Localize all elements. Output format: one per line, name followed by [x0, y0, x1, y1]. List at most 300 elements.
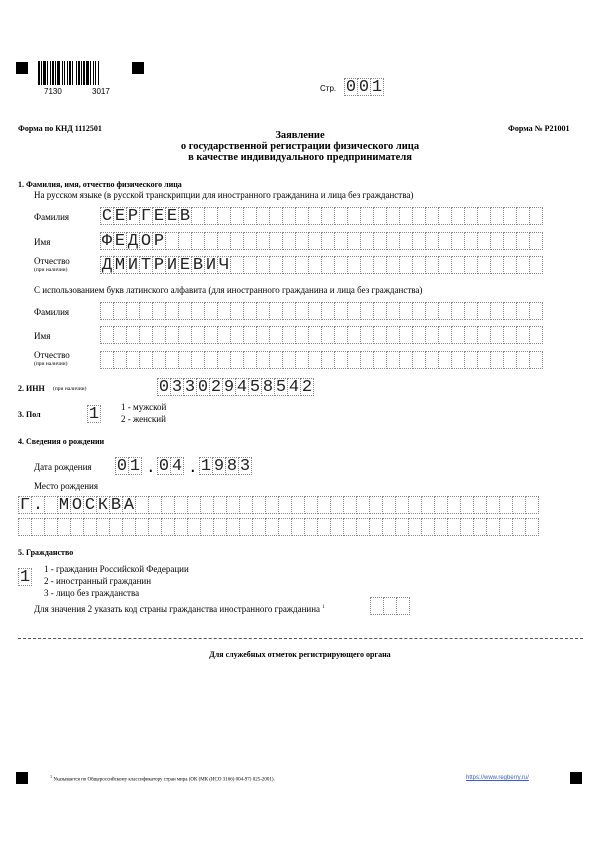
char-cell [503, 326, 517, 344]
char-cell [44, 496, 58, 514]
lat-surname-label: Фамилия [34, 307, 70, 317]
char-cell: Ф [101, 231, 113, 251]
char-cell: 1 [200, 456, 212, 476]
char-cell [347, 351, 361, 369]
char-cell: 8 [226, 456, 238, 476]
char-cell [464, 207, 478, 225]
char-cell [239, 496, 253, 514]
char-cell [386, 207, 400, 225]
char-cell [425, 326, 439, 344]
char-cell [516, 351, 530, 369]
char-cell [477, 351, 491, 369]
section-1-heading: 1. Фамилия, имя, отчество физического лица [18, 180, 182, 189]
char-cell [451, 326, 465, 344]
char-cell [308, 326, 322, 344]
char-cell [347, 256, 361, 274]
char-cell [204, 302, 218, 320]
char-cell [360, 256, 374, 274]
char-cell [256, 326, 270, 344]
char-cell [282, 256, 296, 274]
char-cell: Е [153, 206, 165, 226]
char-cell: Р [153, 255, 165, 275]
char-cell [516, 232, 530, 250]
char-cell: А [123, 495, 135, 515]
char-cell [438, 232, 452, 250]
barcode-right-digits: 3017 [92, 87, 110, 96]
citizenship-option-3: 3 - лицо без гражданства [44, 588, 140, 598]
name-field[interactable] [100, 232, 542, 250]
char-cell [412, 256, 426, 274]
char-cell: О [71, 495, 83, 515]
char-cell [399, 207, 413, 225]
char-cell [18, 518, 32, 536]
footer-url-link[interactable]: https://www.regberry.ru/ [466, 775, 529, 781]
page-number-field[interactable] [344, 78, 383, 96]
char-cell [360, 351, 374, 369]
date-separator-2: . [188, 459, 198, 477]
char-cell [386, 302, 400, 320]
char-cell [386, 351, 400, 369]
birth-day-field[interactable] [115, 457, 141, 475]
char-cell [399, 232, 413, 250]
char-cell [256, 256, 270, 274]
char-cell [243, 232, 257, 250]
char-cell [360, 232, 374, 250]
char-cell: 0 [358, 77, 370, 97]
char-cell [499, 496, 513, 514]
section-5-heading: 5. Гражданство [18, 548, 74, 557]
patronymic-optional-note: (при наличии) [34, 267, 68, 273]
char-cell: 9 [223, 377, 235, 397]
footer-footnote [50, 774, 275, 783]
char-cell [477, 232, 491, 250]
char-cell [412, 326, 426, 344]
lat-name-label: Имя [34, 331, 51, 341]
char-cell: 3 [184, 377, 196, 397]
char-cell: К [97, 495, 109, 515]
char-cell [291, 496, 305, 514]
char-cell [282, 207, 296, 225]
char-cell [230, 207, 244, 225]
char-cell [464, 326, 478, 344]
form-knd: Форма по КНД 1112501 [18, 124, 102, 133]
char-cell [204, 232, 218, 250]
char-cell [321, 326, 335, 344]
char-cell [217, 207, 231, 225]
char-cell [490, 207, 504, 225]
char-cell [370, 597, 384, 615]
char-cell [100, 302, 114, 320]
char-cell [70, 518, 84, 536]
char-cell: Ч [218, 255, 230, 275]
char-cell [434, 496, 448, 514]
char-cell [139, 302, 153, 320]
char-cell [165, 326, 179, 344]
char-cell [187, 518, 201, 536]
char-cell [464, 256, 478, 274]
page-label: Стр. [320, 84, 337, 93]
char-cell: 1 [371, 77, 383, 97]
char-cell [529, 351, 543, 369]
char-cell: 3 [171, 377, 183, 397]
char-cell [529, 326, 543, 344]
char-cell [139, 351, 153, 369]
char-cell [191, 302, 205, 320]
char-cell [360, 302, 374, 320]
char-cell [486, 496, 500, 514]
birth-month-field[interactable] [157, 457, 183, 475]
char-cell [334, 256, 348, 274]
char-cell [438, 256, 452, 274]
char-cell [321, 232, 335, 250]
char-cell [291, 518, 305, 536]
citizenship-field[interactable] [18, 568, 31, 586]
date-separator-1: . [146, 459, 156, 477]
char-cell [373, 326, 387, 344]
char-cell [451, 207, 465, 225]
char-cell [425, 256, 439, 274]
char-cell [516, 207, 530, 225]
char-cell [373, 351, 387, 369]
char-cell [200, 496, 214, 514]
char-cell [360, 326, 374, 344]
char-cell [135, 496, 149, 514]
patronymic-field[interactable] [100, 256, 542, 274]
char-cell [317, 518, 331, 536]
char-cell [438, 302, 452, 320]
birth-date-label: Дата рождения [34, 462, 92, 472]
char-cell: Т [140, 255, 152, 275]
char-cell [152, 351, 166, 369]
char-cell [256, 302, 270, 320]
char-cell: И [166, 255, 178, 275]
char-cell [321, 351, 335, 369]
corner-marker-top-left [16, 62, 28, 74]
char-cell: В [192, 255, 204, 275]
char-cell [330, 496, 344, 514]
char-cell [477, 326, 491, 344]
char-cell [243, 207, 257, 225]
char-cell [412, 232, 426, 250]
char-cell: 0 [345, 77, 357, 97]
footer-footnote-mark: 1 [50, 774, 53, 779]
char-cell [477, 256, 491, 274]
surname-field[interactable] [100, 207, 542, 225]
char-cell [334, 326, 348, 344]
char-cell: Е [114, 206, 126, 226]
char-cell: И [205, 255, 217, 275]
char-cell [347, 232, 361, 250]
char-cell: 5 [275, 377, 287, 397]
corner-marker-top-right [132, 62, 144, 74]
char-cell: 8 [262, 377, 274, 397]
char-cell: Р [127, 206, 139, 226]
char-cell [243, 326, 257, 344]
char-cell [308, 232, 322, 250]
char-cell: 0 [197, 377, 209, 397]
char-cell [490, 351, 504, 369]
char-cell [473, 496, 487, 514]
char-cell [334, 232, 348, 250]
char-cell: 3 [239, 456, 251, 476]
char-cell [295, 232, 309, 250]
char-cell [256, 351, 270, 369]
char-cell: 4 [288, 377, 300, 397]
char-cell [126, 302, 140, 320]
char-cell [503, 351, 517, 369]
gender-option-female: 2 - женский [121, 414, 166, 424]
char-cell [295, 207, 309, 225]
char-cell [126, 351, 140, 369]
char-cell [395, 518, 409, 536]
char-cell [516, 326, 530, 344]
barcode-left-digits: 7130 [44, 87, 62, 96]
char-cell [408, 518, 422, 536]
birth-year-field[interactable] [199, 457, 251, 475]
char-cell: 2 [301, 377, 313, 397]
char-cell [408, 496, 422, 514]
char-cell [516, 256, 530, 274]
char-cell [412, 207, 426, 225]
char-cell: 0 [158, 377, 170, 397]
char-cell [230, 256, 244, 274]
char-cell [256, 232, 270, 250]
char-cell [503, 302, 517, 320]
char-cell [308, 302, 322, 320]
section-1-latin-note: С использованием букв латинского алфавита (для иностранного гражданина и лица без гражданства) [34, 285, 423, 295]
char-cell: 9 [213, 456, 225, 476]
char-cell [282, 326, 296, 344]
char-cell: . [32, 495, 44, 515]
char-cell [243, 256, 257, 274]
char-cell [490, 302, 504, 320]
char-cell [187, 496, 201, 514]
char-cell [256, 207, 270, 225]
country-code-note-text: Для значения 2 указать код страны гражданства иностранного гражданина [34, 604, 321, 614]
char-cell [421, 496, 435, 514]
char-cell [343, 496, 357, 514]
char-cell [334, 207, 348, 225]
char-cell [503, 256, 517, 274]
char-cell [243, 351, 257, 369]
char-cell [425, 302, 439, 320]
char-cell [373, 207, 387, 225]
char-cell [31, 518, 45, 536]
char-cell [464, 351, 478, 369]
char-cell [321, 256, 335, 274]
char-cell [269, 302, 283, 320]
char-cell [204, 207, 218, 225]
char-cell [399, 326, 413, 344]
char-cell [230, 232, 244, 250]
char-cell [178, 232, 192, 250]
char-cell [330, 518, 344, 536]
char-cell: 1 [129, 456, 141, 476]
char-cell [217, 326, 231, 344]
birth-place-field-line-2[interactable] [18, 518, 538, 536]
char-cell: С [101, 206, 113, 226]
char-cell [343, 518, 357, 536]
char-cell [529, 207, 543, 225]
char-cell [347, 207, 361, 225]
char-cell [525, 518, 539, 536]
char-cell [451, 302, 465, 320]
char-cell [252, 496, 266, 514]
lat-surname-field[interactable] [100, 302, 542, 320]
char-cell [191, 351, 205, 369]
char-cell [282, 232, 296, 250]
char-cell: И [127, 255, 139, 275]
corner-marker-bottom-right [570, 772, 582, 784]
inn-label: 2. ИНН [18, 384, 45, 393]
footer-footnote-text: Указывается по Общероссийскому классификатору стран мира (ОК (МК (ИСО 3166) 004-97) 025-2001). [53, 777, 275, 783]
char-cell [477, 302, 491, 320]
char-cell [373, 232, 387, 250]
char-cell [412, 302, 426, 320]
char-cell [460, 496, 474, 514]
char-cell: 4 [171, 456, 183, 476]
char-cell [191, 207, 205, 225]
title-line-1: Заявление [275, 130, 325, 141]
char-cell [438, 207, 452, 225]
char-cell [438, 326, 452, 344]
lat-patronymic-field[interactable] [100, 351, 542, 369]
char-cell [100, 326, 114, 344]
country-code-note [34, 604, 325, 614]
char-cell [434, 518, 448, 536]
char-cell: 0 [116, 456, 128, 476]
citizenship-option-1: 1 - гражданин Российской Федерации [44, 564, 189, 574]
char-cell [425, 232, 439, 250]
char-cell: М [114, 255, 126, 275]
char-cell: М [58, 495, 70, 515]
char-cell [399, 256, 413, 274]
char-cell [464, 302, 478, 320]
char-cell [295, 302, 309, 320]
char-cell [512, 518, 526, 536]
char-cell [44, 518, 58, 536]
lat-name-field[interactable] [100, 326, 542, 344]
char-cell: 4 [236, 377, 248, 397]
country-code-footnote-mark: 1 [322, 605, 325, 610]
char-cell [204, 351, 218, 369]
char-cell [139, 326, 153, 344]
char-cell: 1 [88, 404, 100, 424]
char-cell [278, 496, 292, 514]
char-cell [490, 256, 504, 274]
char-cell [369, 518, 383, 536]
inn-field[interactable] [157, 378, 313, 396]
char-cell [373, 302, 387, 320]
char-cell [282, 302, 296, 320]
char-cell [135, 518, 149, 536]
char-cell [373, 256, 387, 274]
char-cell [148, 496, 162, 514]
gender-field[interactable] [87, 405, 100, 423]
char-cell [252, 518, 266, 536]
char-cell: Г [19, 495, 31, 515]
char-cell: 2 [210, 377, 222, 397]
char-cell [230, 351, 244, 369]
char-cell [490, 326, 504, 344]
char-cell [174, 496, 188, 514]
char-cell: 5 [249, 377, 261, 397]
country-code-field[interactable] [370, 597, 409, 615]
char-cell [200, 518, 214, 536]
char-cell [217, 232, 231, 250]
char-cell [269, 207, 283, 225]
char-cell [386, 232, 400, 250]
char-cell [83, 518, 97, 536]
char-cell [334, 302, 348, 320]
char-cell [174, 518, 188, 536]
char-cell [213, 518, 227, 536]
birth-place-field-line-1[interactable] [18, 496, 538, 514]
citizenship-option-2: 2 - иностранный гражданин [44, 576, 152, 586]
char-cell [386, 256, 400, 274]
char-cell [304, 518, 318, 536]
char-cell [512, 496, 526, 514]
char-cell [226, 518, 240, 536]
char-cell [503, 232, 517, 250]
patronymic-label: Отчество [34, 256, 70, 266]
corner-marker-bottom-left [16, 772, 28, 784]
char-cell: Д [127, 231, 139, 251]
char-cell [165, 351, 179, 369]
char-cell [529, 256, 543, 274]
char-cell [265, 496, 279, 514]
char-cell [425, 351, 439, 369]
gender-option-male: 1 - мужской [121, 402, 167, 412]
char-cell [399, 302, 413, 320]
char-cell [295, 256, 309, 274]
char-cell: Д [101, 255, 113, 275]
char-cell [473, 518, 487, 536]
char-cell [243, 302, 257, 320]
char-cell [516, 302, 530, 320]
char-cell [295, 326, 309, 344]
char-cell [269, 232, 283, 250]
lat-patronymic-label: Отчество [34, 350, 70, 360]
barcode [38, 61, 124, 85]
form-number: Форма № Р21001 [508, 124, 570, 133]
char-cell [451, 232, 465, 250]
char-cell: Е [114, 231, 126, 251]
char-cell [191, 326, 205, 344]
title-line-2: о государственной регистрации физического лица [180, 141, 420, 152]
char-cell [438, 351, 452, 369]
char-cell: О [140, 231, 152, 251]
char-cell [239, 518, 253, 536]
char-cell [113, 302, 127, 320]
char-cell [460, 518, 474, 536]
char-cell [395, 496, 409, 514]
char-cell [451, 256, 465, 274]
section-1-ru-note: На русском языке (в русской транскрипции для иностранного гражданина и лица без гражданства) [34, 190, 414, 200]
inn-optional-note: (при наличии) [53, 386, 87, 392]
char-cell [226, 496, 240, 514]
birth-place-label: Место рождения [34, 481, 99, 491]
char-cell [304, 496, 318, 514]
char-cell [161, 496, 175, 514]
section-4-heading: 4. Сведения о рождении [18, 437, 105, 446]
char-cell: Е [166, 206, 178, 226]
char-cell [152, 326, 166, 344]
char-cell [447, 496, 461, 514]
name-label: Имя [34, 237, 51, 247]
char-cell [464, 232, 478, 250]
char-cell [447, 518, 461, 536]
